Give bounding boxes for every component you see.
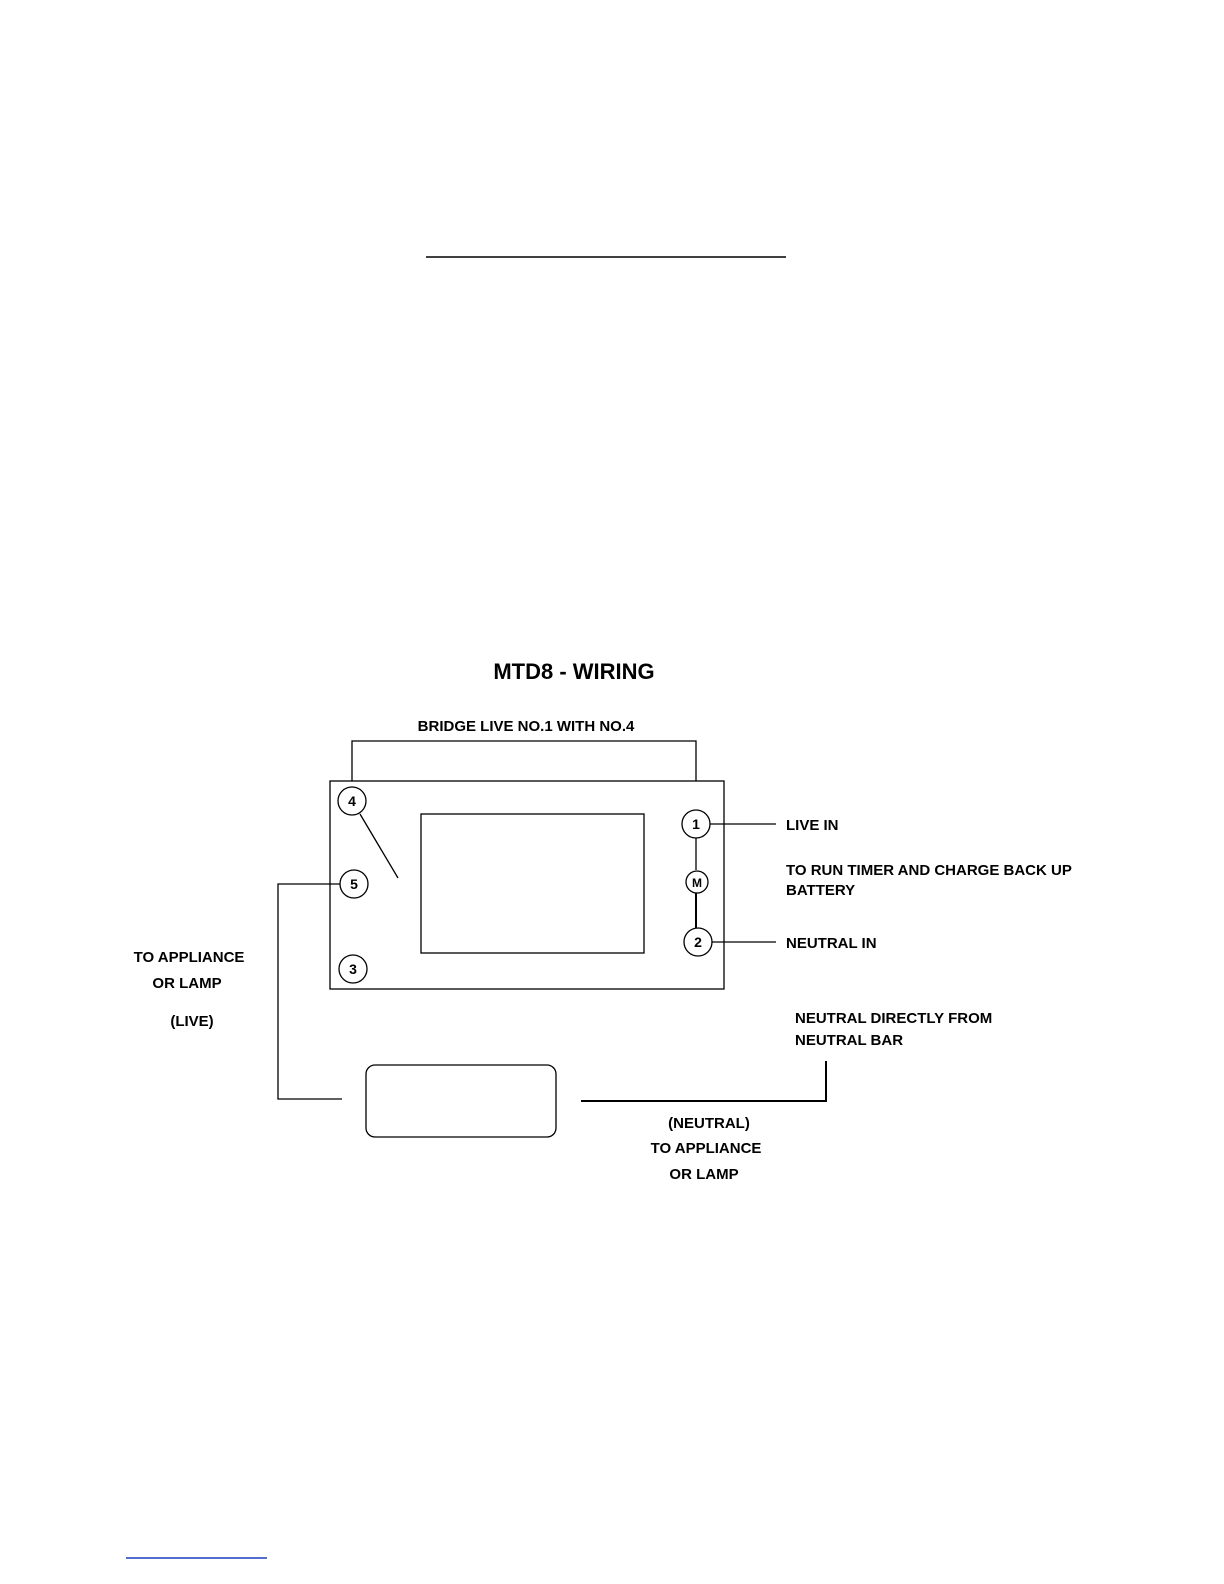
terminal-3 xyxy=(339,955,367,983)
svg-text:3: 3 xyxy=(349,961,357,977)
appliance-live-label: TO APPLIANCE xyxy=(133,949,245,966)
svg-text:M: M xyxy=(692,876,702,890)
neutral-in-label: NEUTRAL IN xyxy=(786,935,877,952)
appliance-neutral-label-to-appliance: TO APPLIANCE xyxy=(650,1140,762,1157)
terminal-5 xyxy=(340,870,368,898)
appliance-live-label-live: (LIVE) xyxy=(170,1013,214,1030)
bridge-label: BRIDGE LIVE NO.1 WITH NO.4 xyxy=(417,718,635,735)
svg-text:2: 2 xyxy=(694,934,702,950)
terminal-1 xyxy=(682,810,710,838)
neutral-bar-label-bar: NEUTRAL BAR xyxy=(795,1032,904,1049)
run-timer-label-battery: BATTERY xyxy=(786,882,856,899)
run-timer-label: TO RUN TIMER AND CHARGE BACK UP xyxy=(786,862,1072,879)
appliance-live-label-or-lamp: OR LAMP xyxy=(152,975,222,992)
diagram-title: MTD8 - WIRING xyxy=(493,659,655,684)
svg-text:5: 5 xyxy=(350,876,358,892)
terminal-4 xyxy=(338,787,366,815)
neutral-bar-label: NEUTRAL DIRECTLY FROM xyxy=(795,1010,993,1027)
display-window xyxy=(421,814,644,953)
terminal-2 xyxy=(684,928,712,956)
live-in-label: LIVE IN xyxy=(786,817,839,834)
motor-symbol xyxy=(686,871,708,893)
appliance-neutral-wire xyxy=(581,1061,826,1101)
appliance-neutral-label-or-lamp: OR LAMP xyxy=(669,1166,739,1183)
svg-text:4: 4 xyxy=(348,793,356,809)
appliance-neutral-label: (NEUTRAL) xyxy=(668,1115,750,1132)
appliance-box xyxy=(366,1065,556,1137)
svg-text:1: 1 xyxy=(692,816,700,832)
